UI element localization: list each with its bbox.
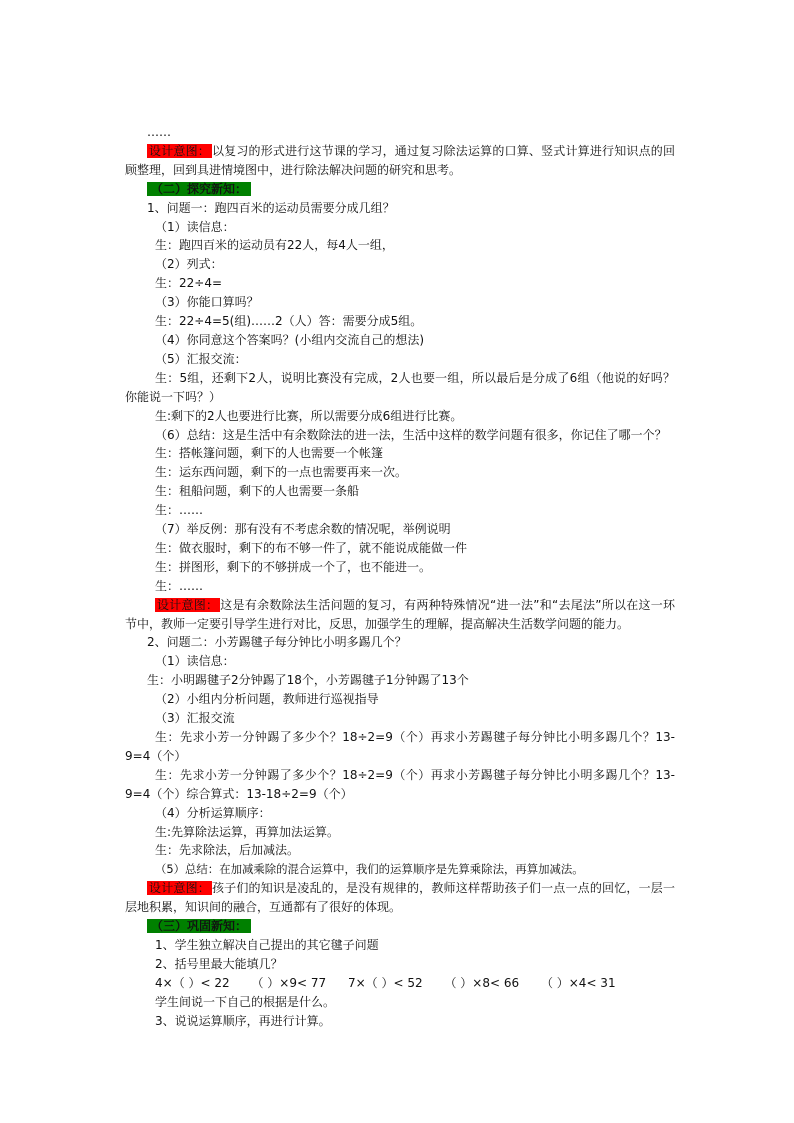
question-1: 1、问题一：跑四百米的运动员需要分成几组？ bbox=[147, 200, 395, 215]
consolidate-3: 3、说说运算顺序，再进行计算。 bbox=[155, 1013, 331, 1028]
q1-step-4: （4）你同意这个答案吗？(小组内交流自己的想法) bbox=[155, 332, 424, 347]
q1-step-6-d: 生：…… bbox=[155, 503, 204, 518]
design-intent-tag: 设计意图： bbox=[149, 143, 210, 158]
q1-step-5: （5）汇报交流： bbox=[155, 351, 247, 366]
q2-step-4: （4）分析运算顺序： bbox=[155, 805, 271, 820]
q2-step-4-b: 生：先求除法，后加减法。 bbox=[155, 843, 300, 858]
q2-step-1: （1）读信息： bbox=[155, 654, 235, 669]
q2-step-2: （2）小组内分析问题，教师进行巡视指导 bbox=[155, 692, 379, 707]
fill-blank-item: （ ）×4< 31 bbox=[540, 975, 616, 990]
section-heading-3: （三）巩固新知： bbox=[125, 917, 675, 936]
q2-step-5: （5）总结：在加减乘除的混合运算中，我们的运算顺序是先算乘除法，再算加减法。 bbox=[155, 862, 584, 877]
q1-step-2-answer: 生：22÷4= bbox=[155, 276, 223, 291]
q1-step-6-b: 生：运东西问题，剩下的一点也需要再来一次。 bbox=[155, 465, 408, 480]
q1-step-7-b: 生：拼图形，剩下的不够拼成一个了，也不能进一。 bbox=[155, 559, 432, 574]
q2-step-4-a: 生:先算除法运算，再算加法运算。 bbox=[155, 824, 340, 839]
fill-blank-item: （ ）×8< 66 bbox=[444, 975, 520, 990]
design-intent-text-3: 孩子们的知识是凌乱的，是没有规律的，教师这样帮助孩子们一点一点的回忆，一层一层地积累，知识间的融合，互通都有了很好的体现。 bbox=[125, 881, 675, 915]
section-heading-2: （二）探究新知： bbox=[125, 180, 675, 199]
question-2: 2、问题二：小芳踢毽子每分钟比小明多踢几个？ bbox=[147, 635, 407, 650]
q1-step-6-c: 生：租船问题，剩下的人也需要一条船 bbox=[155, 484, 360, 499]
consolidate-2-note: 学生间说一下自己的根据是什么。 bbox=[155, 994, 336, 1009]
consolidate-2-items bbox=[125, 974, 675, 993]
design-intent-text: 以复习的形式进行这节课的学习，通过复习除法运算的口算、竖式计算进行知识点的回顾整理，回到具进情境图中，进行除法解决问题的研究和思考。 bbox=[125, 143, 675, 177]
q2-step-3: （3）汇报交流 bbox=[155, 711, 235, 726]
q1-step-7-a: 生：做衣服时，剩下的布不够一件了，就不能说成能做一件 bbox=[155, 540, 468, 555]
fill-blank-item: （ ）×9< 77 bbox=[251, 975, 327, 990]
design-intent-tag-2: 设计意图： bbox=[157, 597, 219, 612]
document-body bbox=[125, 123, 675, 1031]
q2-step-3-a: 生：先求小芳一分钟踢了多少个？18÷2=9（个）再求小芳踢毽子每分钟比小明多踢几个？13-9=4（个） bbox=[125, 730, 675, 763]
consolidate-1: 1、学生独立解决自己提出的其它毽子问题 bbox=[155, 937, 379, 952]
design-intent-tag-3: 设计意图： bbox=[149, 881, 210, 896]
q1-step-5-answer: 生：5组，还剩下2人，说明比赛没有完成，2人也要一组，所以最后是分成了6组（他说的好吗？你能说一下吗？） bbox=[125, 370, 675, 404]
fill-blank-item: 4×（ ）< 22 bbox=[155, 975, 230, 990]
q1-step-7-c: 生：…… bbox=[155, 578, 204, 593]
q1-step-5-answer-b: 生:剩下的2人也要进行比赛，所以需要分成6组进行比赛。 bbox=[155, 408, 463, 423]
design-intent-text-2: 这是有余数除法生活问题的复习，有两种特殊情况“进一法”和“去尾法”所以在这一环节中，教师一定要引导学生进行对比，反思，加强学生的理解，提高解决生活数学问题的能力。 bbox=[125, 597, 675, 631]
q1-step-1-answer: 生：跑四百米的运动员有22人，每4人一组， bbox=[155, 238, 394, 253]
design-note-1 bbox=[125, 142, 675, 180]
design-note-2 bbox=[125, 596, 675, 634]
q1-step-6: （6）总结：这是生活中有余数除法的进一法，生活中这样的数学问题有很多，你记住了哪一个？ bbox=[155, 427, 667, 442]
q1-step-3: （3）你能口算吗？ bbox=[155, 295, 259, 310]
ellipsis-top: …… bbox=[147, 125, 171, 139]
design-note-3 bbox=[125, 879, 675, 917]
q1-step-3-answer: 生：22÷4=5(组)……2（人）答：需要分成5组。 bbox=[155, 314, 423, 329]
fill-blank-item: 7×（ ）< 52 bbox=[347, 975, 423, 990]
q2-step-3-b: 生：先求小芳一分钟踢了多少个？18÷2=9（个）再求小芳踢毽子每分钟比小明多踢几个？13-9=4（个）综合算式：13-18÷2=9（个） bbox=[125, 767, 675, 801]
q1-step-2: （2）列式： bbox=[155, 257, 223, 272]
q2-step-1-answer: 生：小明踢毽子2分钟踢了18个，小芳踢毽子1分钟踢了13个 bbox=[147, 673, 469, 688]
consolidate-2: 2、括号里最大能填几？ bbox=[155, 956, 283, 971]
q1-step-6-a: 生：搭帐篷问题，剩下的人也需要一个帐篷 bbox=[155, 446, 384, 461]
q1-step-7: （7）举反例：那有没有不考虑余数的情况呢，举例说明 bbox=[155, 522, 451, 537]
q1-step-1: （1）读信息： bbox=[155, 219, 235, 234]
